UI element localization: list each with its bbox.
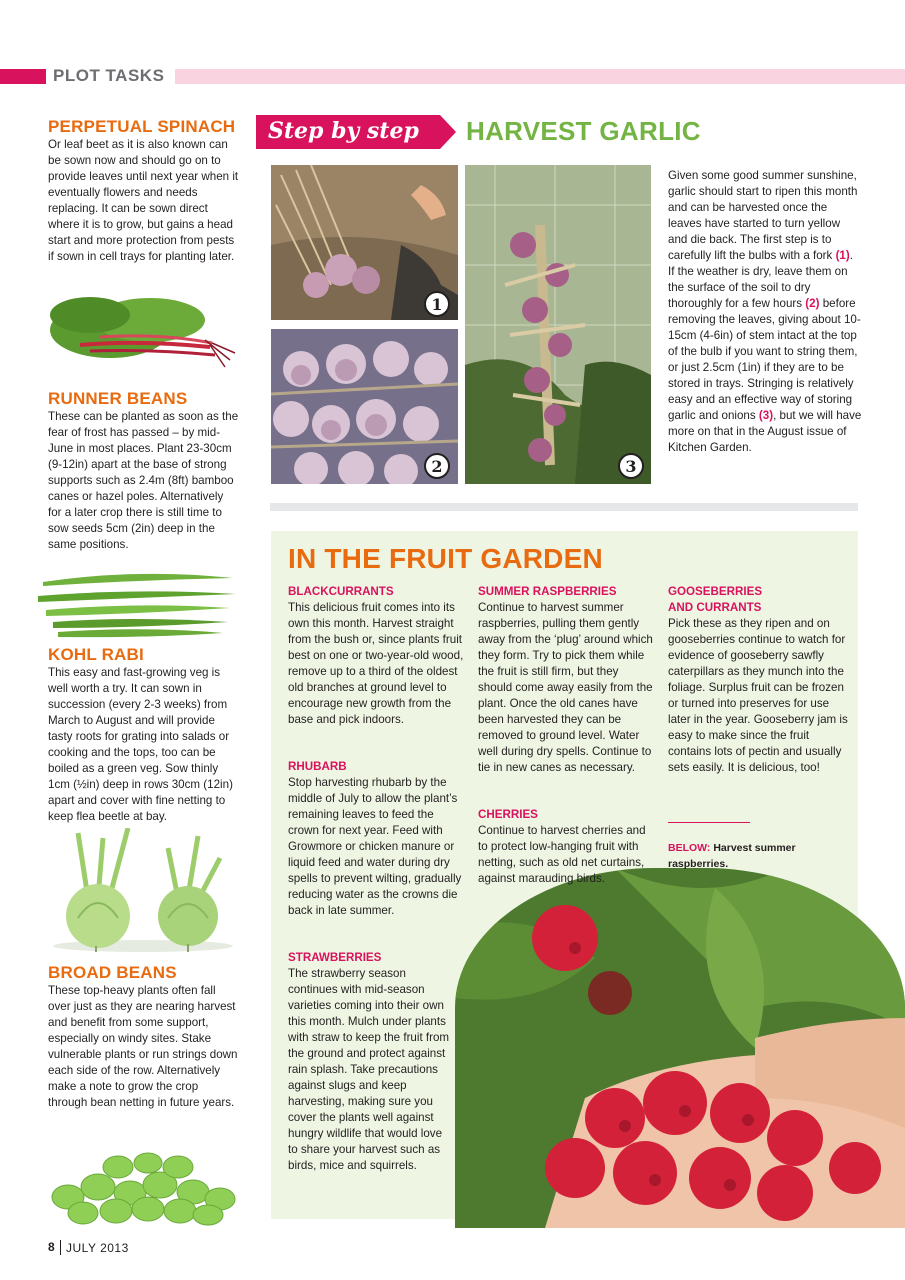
page-number: 8: [48, 1240, 55, 1254]
rhubarb-text: Stop harvesting rhubarb by the middle of July to allow the plant’s remaining leaves to feed the crown for next year. Feed with Growmore or chicken manure or liquid feed and water during dry spells to prevent wilting, gradually reducing water as the crowns die back in late summer.: [288, 776, 462, 917]
gooseberries-head-1: GOOSEBERRIES: [668, 585, 763, 598]
cherries-text: Continue to harvest cherries and to protect low-hanging fruit with netting, such as old net curtains, against marauding birds.: [478, 824, 646, 885]
issue-date: JULY 2013: [66, 1241, 129, 1255]
strawberries-text: The strawberry season continues with mid-season varieties coming into their own this month. Mulch under plants with straw to keep the fruit from the ground and protect against rain splash. Take precautions against slugs and keep harvesting, making sure you cover the plants well against hungry wildlife that would love to share your harvest such as birds, mice and squirrels.: [288, 967, 450, 1172]
garlic-photo-dry: [271, 329, 458, 484]
raspberries-head: SUMMER RASPBERRIES: [478, 585, 617, 598]
runner-beans-image: [38, 560, 238, 640]
garlic-photo-lift: [271, 165, 458, 320]
caption-rule: [668, 822, 750, 823]
runner-title: RUNNER BEANS: [48, 389, 188, 408]
ref-step-3: (3): [758, 409, 774, 422]
broad-title: BROAD BEANS: [48, 963, 177, 982]
section-title: PLOT TASKS: [53, 66, 165, 85]
cherries-head: CHERRIES: [478, 808, 538, 821]
harvest-garlic-heading: HARVEST GARLIC: [466, 116, 701, 146]
raspberries-photo: [455, 868, 905, 1228]
header-accent-block: [0, 69, 46, 84]
strawberries-head: STRAWBERRIES: [288, 951, 382, 964]
gooseberries-text: Pick these as they ripen and on gooseberries continue to watch for evidence of gooseberry sawfly caterpillars as they munch into the foliage. Surplus fruit can be frozen or turned into preserves for use later in the year. Gooseberry jam is easy to make since the fruit contains lots of pectin and usually sets easily. It is delicious, too!: [668, 617, 848, 774]
broad-text: These top-heavy plants often fall over just as they are nearing harvest and benefit from some support, especially on windy sites. Stake vulnerable plants or run strings down each side of the row. Alternatively make a note to grow the crop through bean netting in future years.: [48, 984, 238, 1109]
blackcurrants-text: This delicious fruit comes into its own this month. Harvest straight from the bush or, since plants fruit best on one or two-year-old wood, remove up to a third of the oldest old branches at ground level to encourage new growth from the base and pick indoors.: [288, 601, 464, 726]
blackcurrants-head: BLACKCURRANTS: [288, 585, 394, 598]
gooseberries-head-2: AND CURRANTS: [668, 601, 762, 614]
step-by-step-label: Step by step: [268, 118, 419, 144]
fruit-garden-title: IN THE FRUIT GARDEN: [288, 543, 603, 574]
divider-rule: [270, 503, 858, 511]
footer-separator: [60, 1240, 61, 1255]
photo-caption: BELOW: Harvest summer raspberries.: [668, 842, 796, 870]
chard-image: [40, 285, 240, 375]
broad-beans-image: [48, 1127, 238, 1227]
kohl-rabi-image: [48, 828, 238, 953]
ref-step-2: (2): [805, 297, 820, 310]
spinach-title: PERPETUAL SPINACH: [48, 117, 236, 136]
kohl-title: KOHL RABI: [48, 645, 144, 664]
rhubarb-head: RHUBARB: [288, 760, 347, 773]
garlic-photo-string: [465, 165, 651, 484]
step-3-marker: 3: [618, 453, 644, 479]
spinach-text: Or leaf beet as it is also known can be sown now and should go on to provide leaves until next year when it eventually flowers and needs replacing. It can be sown direct where it is to grow, but gains a head start and more protection from pests if sown in cell trays for planting later.: [48, 138, 239, 263]
garlic-text: Given some good summer sunshine, garlic should start to ripen this month and can be harvested once the leaves have started to turn yellow and die back. The first step is to carefully lift the bulbs with a fork (1). If the weather is dry, leave them on the surface of the soil to dry thoroughly for a few hours (2) before removing the leaves, giving about 10-15cm (4-6in) of stem intact at the top of the bulb if you want to string them, or just 2.5cm (1in) if they are to be stored in trays. Stringing is relatively easy and an effective way of storing garlic and onions (3), but we will have more on that in the August issue of Kitchen Garden.: [668, 169, 862, 454]
runner-text: These can be planted as soon as the fear of frost has passed – by mid-June in most places. Plant 23-30cm (9-12in) apart at the base of strong supports such as 2.4m (8ft) bamboo canes or hazel poles. Alternatively for a later crop there is still time to sow seeds 5cm (2in) deep in the same positions.: [48, 410, 239, 551]
step-1-marker: 1: [424, 291, 450, 317]
ref-step-1: (1): [835, 249, 850, 262]
step-2-marker: 2: [424, 453, 450, 479]
raspberries-text: Continue to harvest summer raspberries, pulling them gently away from the ‘plug’ around which they form. Try to pick them while the fruit is still firm, but they should come away easily from the plant. Once the old canes have been harvested they can be removed to ground level. Water well during dry spells. Continue to tie in new canes as necessary.: [478, 601, 653, 774]
kohl-text: This easy and fast-growing veg is well worth a try. It can sown in succession (every 2-3 weeks) from March to August and will provide tasty roots for grating into salads or cooking and the tops, too can be boiled as a green veg. Sow thinly 1cm (½in) deep in rows 30cm (12in) apart and cover with fine netting to keep flea beetle at bay.: [48, 666, 233, 823]
header-bar: [175, 69, 905, 84]
